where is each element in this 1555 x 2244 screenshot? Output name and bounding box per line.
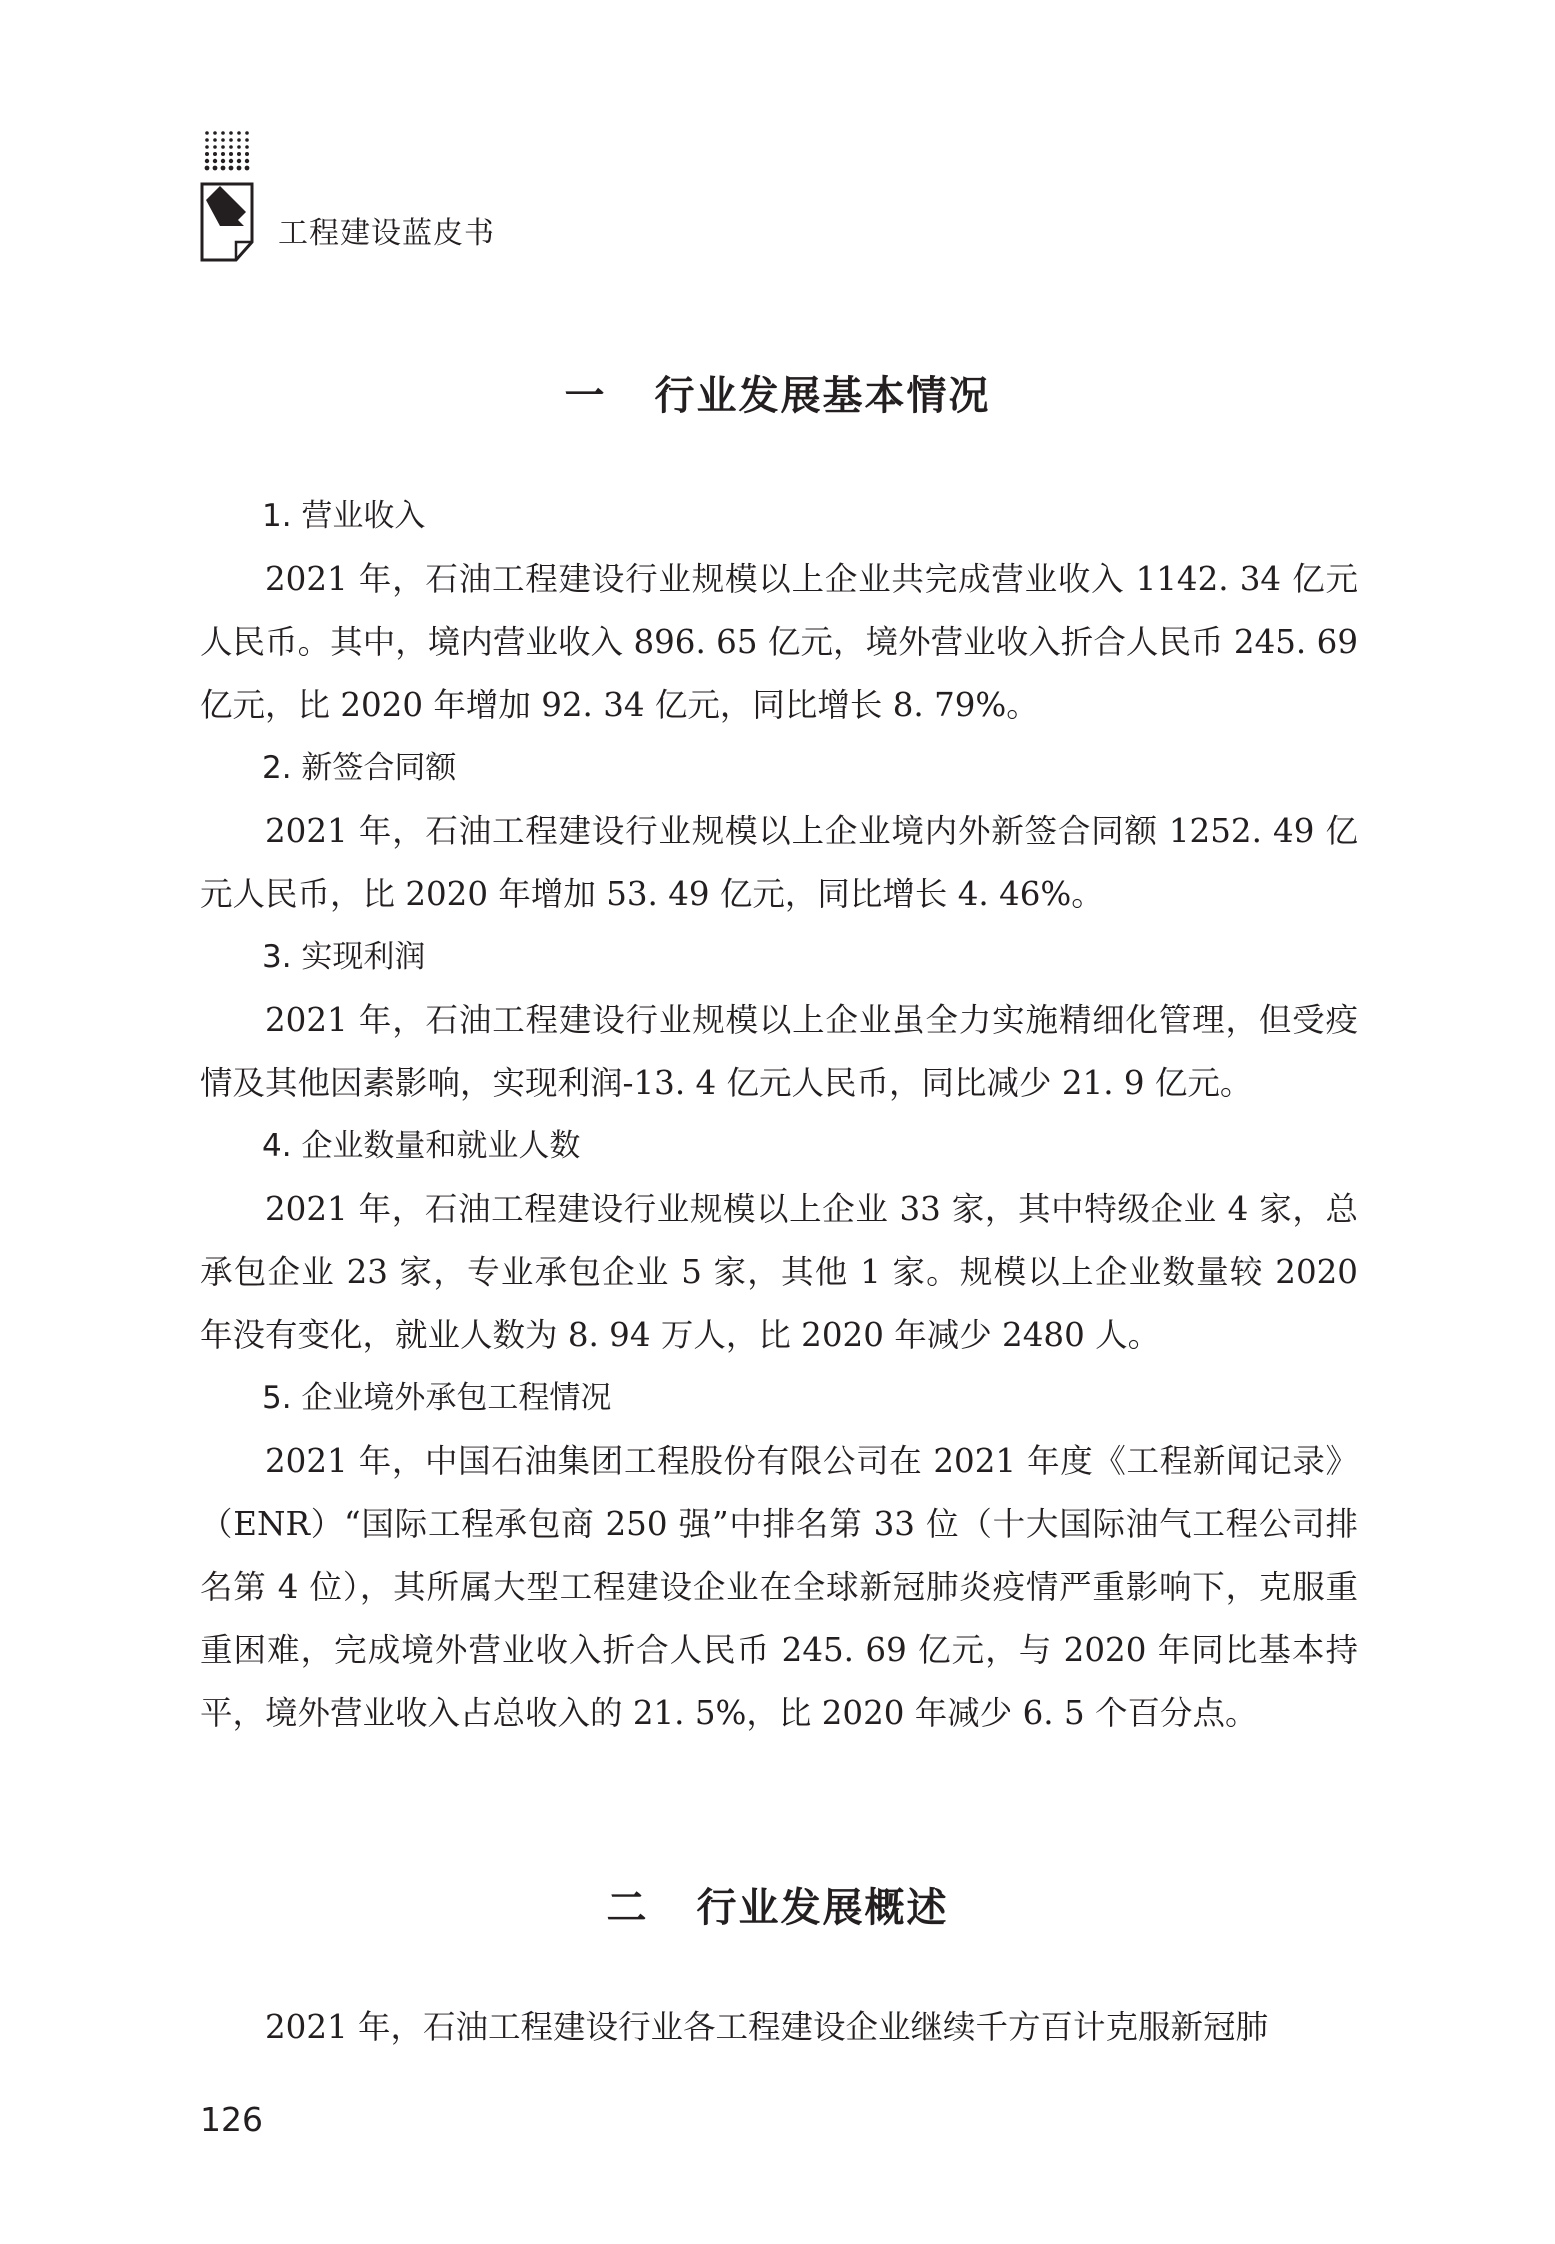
subsection-heading: 2. 新签合同额 — [262, 750, 457, 786]
running-header — [198, 128, 798, 268]
paragraph: 2021 年，石油工程建设行业规模以上企业虽全力实施精细化管理，但受疫情及其他因素影响，实现利润-13. 4 亿元人民币，同比减少 21. 9 亿元。 — [200, 1001, 1358, 1102]
section-heading — [0, 1876, 1555, 1933]
section-number: 二 — [606, 1885, 649, 1931]
section-title: 行业发展概述 — [696, 1885, 949, 1931]
page-number: 126 — [200, 2100, 263, 2139]
paragraph: 2021 年，石油工程建设行业规模以上企业境内外新签合同额 1252. 49 亿元人民币，比 2020 年增加 53. 49 亿元，同比增长 4. 46%。 — [200, 812, 1358, 913]
paragraph: 2021 年，石油工程建设行业规模以上企业共完成营业收入 1142. 34 亿元人民币。其中，境内营业收入 896. 65 亿元，境外营业收入折合人民币 245. 69 亿元，比 2020 年增加 92. 34 亿元，同比增长 8. 79%。 — [200, 560, 1358, 724]
section-title: 行业发展基本情况 — [654, 373, 991, 419]
paragraph: 2021 年，石油工程建设行业规模以上企业 33 家，其中特级企业 4 家，总承包企业 23 家，专业承包企业 5 家，其他 1 家。规模以上企业数量较 2020 年没有变化，就业人数为 8. 94 万人，比 2020 年减少 2480 人。 — [200, 1190, 1358, 1354]
section-body — [200, 485, 1358, 1745]
paragraph: 2021 年，中国石油集团工程股份有限公司在 2021 年度《工程新闻记录》（ENR）“国际工程承包商 250 强”中排名第 33 位（十大国际油气工程公司排名第 4 位），其所属大型工程建设企业在全球新冠肺炎疫情严重影响下，克服重重困难，完成境外营业收入折合人民币 245. 69 亿元，与 2020 年同比基本持平，境外营业收入占总收入的 21. 5%，比 2020 年减少 6. 5 个百分点。 — [200, 1442, 1358, 1732]
subsection-heading: 4. 企业数量和就业人数 — [262, 1128, 581, 1164]
section-heading — [0, 364, 1555, 421]
book-series-title: 工程建设蓝皮书 — [278, 216, 495, 251]
section-body — [200, 1996, 1358, 2059]
book-icon — [198, 180, 262, 264]
subsection-heading: 1. 营业收入 — [262, 498, 426, 534]
subsection-heading: 3. 实现利润 — [262, 939, 426, 975]
paragraph: 2021 年，石油工程建设行业各工程建设企业继续千方百计克服新冠肺 — [265, 2008, 1269, 2046]
subsection-heading: 5. 企业境外承包工程情况 — [262, 1380, 612, 1416]
dot-grid-ornament — [204, 128, 256, 176]
section-number: 一 — [564, 373, 607, 419]
